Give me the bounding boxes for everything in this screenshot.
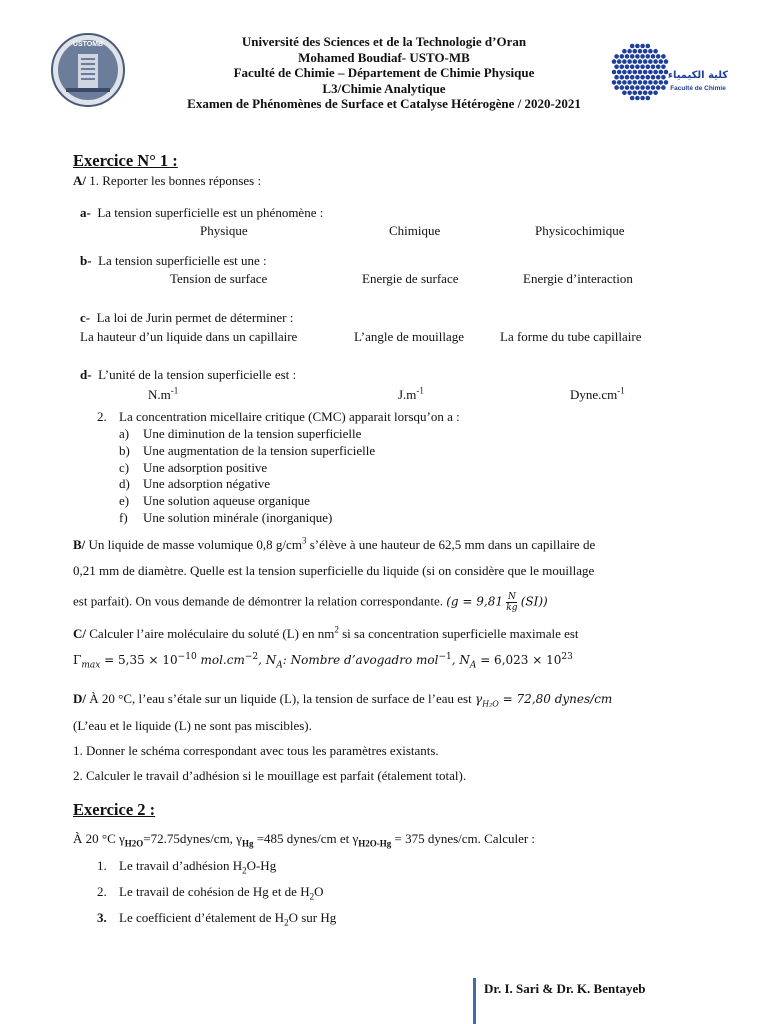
option-c-3: La forme du tube capillaire	[500, 329, 642, 344]
part-b-line-1: B/ Un liquide de masse volumique 0,8 $g/cm^3$ s’élève à une hauteur de 62,5 mm dans un capillaire de	[73, 535, 596, 552]
question-a	[80, 205, 323, 221]
question-d-label: d-	[80, 367, 92, 382]
exercise-2-question: 1. Le travail d’adhésion $H_2O-Hg$	[97, 858, 277, 876]
part-c-label: C/	[73, 626, 86, 641]
gravity-formula: (g = 9,81	[446, 594, 504, 609]
signature-bar	[473, 978, 476, 1024]
question-2-option: b) Une augmentation de la tension superficielle	[119, 442, 376, 458]
exercise-1-title: Exercice N° 1 :	[73, 151, 178, 170]
option-d-3: $Dyne.cm^{-1}$	[570, 385, 625, 402]
option-b-3: Energie d’interaction	[523, 271, 633, 286]
question-2-option: a) Une diminution de la tension superficielle	[119, 426, 362, 441]
part-d-line-1: D/ À 20 °C, l’eau s’étale sur un liquide (L), la tension de surface de l’eau est $\gamma_{H_2O} = 72,80$ dynes/cm	[73, 691, 613, 709]
question-2-option: f) Une solution minérale (inorganique)	[119, 510, 333, 525]
question-a-label: a-	[80, 205, 91, 220]
gravity-unit-fraction: $\frac{N}{kg}$	[506, 592, 518, 613]
option-d-2: $J.m^{-1}$	[398, 385, 424, 402]
question-2-option: c) Une adsorption positive	[119, 459, 268, 475]
question-b-text: La tension superficielle est une :	[98, 253, 267, 268]
question-c-label: c-	[80, 310, 91, 325]
exercise-2-title: Exercice 2 :	[73, 800, 156, 819]
faculty-name: Faculté de Chimie – Département de Chimie Physique	[233, 65, 535, 80]
part-b-line-3: est parfait). On vous demande de démontrer la relation correspondante. (g = 9,81 $\frac{N}{kg}$ (SI))	[73, 592, 548, 613]
exercise-2-question: 2. Le travail de cohésion de Hg et de $H_2O$	[97, 884, 324, 902]
question-b	[80, 253, 267, 269]
part-a-label: A/	[73, 173, 86, 188]
option-c-2: L’angle de mouillage	[354, 329, 464, 344]
option-d-1: $N.m^{-1}$	[148, 385, 179, 402]
part-b-line-2: 0,21 mm de diamètre. Quelle est la tension superficielle du liquide (si on considère que le mouillage	[73, 563, 595, 578]
option-b-1: Tension de surface	[170, 271, 268, 286]
question-2-text: La concentration micellaire critique (CMC) apparait lorsqu’on a :	[119, 409, 460, 424]
part-d-label: D/	[73, 691, 86, 706]
part-d-question-1: 1. Donner le schéma correspondant avec tous les paramètres existants.	[73, 743, 439, 758]
question-b-label: b-	[80, 253, 92, 268]
exam-title: Examen de Phénomènes de Surface et Catalyse Hétérogène / 2020-2021	[187, 96, 581, 111]
question-d	[80, 367, 296, 383]
logo-arabic-text: كلية الكيمياء	[667, 70, 728, 81]
question-2-option: d) Une adsorption négative	[119, 476, 271, 492]
part-d-question-2: 2. Calculer le travail d’adhésion si le mouillage est parfait (étalement total).	[73, 768, 467, 783]
option-a-3: Physicochimique	[535, 223, 625, 238]
part-b-label: B/	[73, 537, 86, 552]
part-a-intro-text: 1. Reporter les bonnes réponses :	[86, 173, 262, 188]
option-c-1: La hauteur d’un liquide dans un capillaire	[80, 329, 298, 344]
part-c-line-1: C/ Calculer l’aire moléculaire du soluté (L) en $nm^2$ si sa concentration superficielle maximale est	[73, 624, 579, 641]
usto-logo-text: USTOMB	[72, 41, 104, 48]
option-a-2: Chimique	[389, 223, 441, 238]
part-d-line-2: (L’eau et le liquide (L) ne sont pas miscibles).	[73, 718, 312, 733]
option-a-1: Physique	[200, 223, 248, 238]
signature: Dr. I. Sari & Dr. K. Bentayeb	[484, 981, 646, 996]
part-a-intro	[73, 173, 261, 189]
question-a-text: La tension superficielle est un phénomène :	[97, 205, 324, 220]
question-2-option: e) Une solution aqueuse organique	[119, 493, 310, 509]
question-c	[80, 310, 293, 326]
logo-right-label: Faculté de Chimie	[670, 85, 726, 92]
exercise-2-intro: À 20 °C $\gamma_{H2O}=72.75dynes/cm$, $\gamma_{Hg} =485$ dynes/cm et $\gamma_{H2O-Hg} = 375$ dynes/cm. Calculer :	[73, 831, 536, 849]
part-c-formula: $\Gamma_{max} = 5,35 \times 10^{-10}$ $mol.cm^{-2}$, $N_A$: Nombre d’avogadro mol$^{-1}$, $N_A = 6,023 \times 10^{23}$	[73, 652, 573, 671]
question-2-number: 2.	[97, 409, 107, 424]
exam-header	[0, 34, 768, 112]
class-name: L3/Chimie Analytique	[322, 80, 446, 96]
university-subname: Mohamed Boudiaf- USTO-MB	[298, 49, 470, 65]
question-c-text: La loi de Jurin permet de déterminer :	[96, 310, 294, 325]
university-name: Université des Sciences et de la Technologie d’Oran	[241, 34, 527, 49]
option-b-2: Energie de surface	[362, 271, 459, 286]
exercise-2-question: 3. Le coefficient d’étalement de $H_2O$ sur Hg	[97, 910, 337, 928]
question-d-text: L’unité de la tension superficielle est :	[98, 367, 297, 382]
